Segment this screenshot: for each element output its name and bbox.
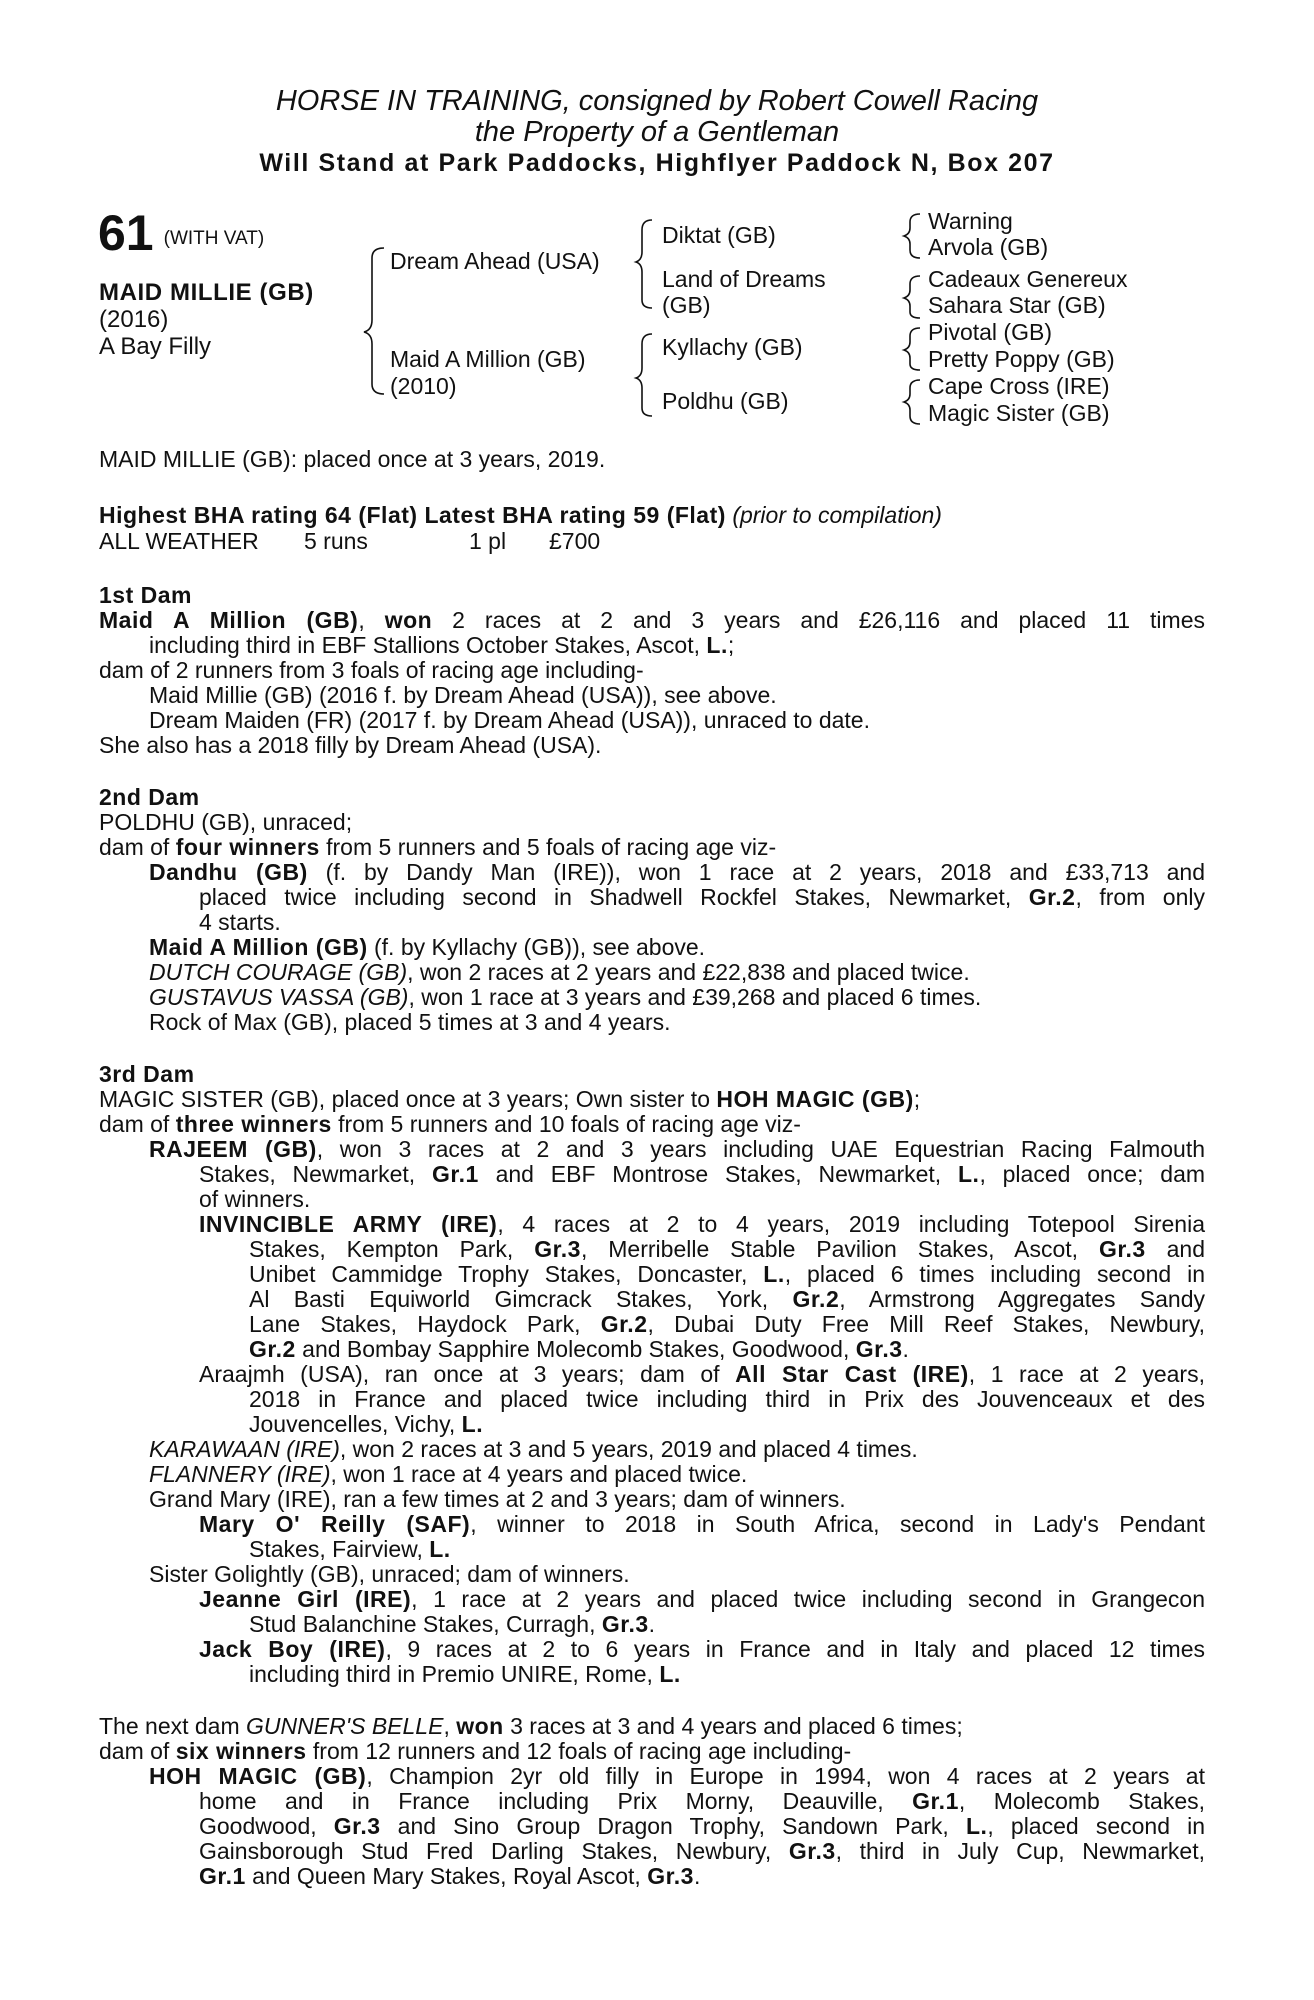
- pedigree-g6: Pretty Poppy (GB): [928, 346, 1115, 372]
- next-dam-line: Goodwood, Gr.3 and Sino Group Dragon Trophy, Sandown Park, L., placed second in: [199, 1813, 1206, 1839]
- third-dam-line: Lane Stakes, Haydock Park, Gr.2, Dubai Duty Free Mill Reef Stakes, Newbury,: [249, 1311, 1205, 1337]
- next-dam-line: Gainsborough Stud Fred Darling Stakes, Newbury, Gr.3, third in July Cup, Newmarket,: [199, 1838, 1205, 1864]
- horse-description: A Bay Filly: [99, 333, 212, 360]
- next-dam-line: Gr.1 and Queen Mary Stakes, Royal Ascot, Gr.3.: [199, 1863, 701, 1889]
- second-dam-line: Dandhu (GB) (f. by Dandy Man (IRE)), won 1 race at 2 years, 2018 and £33,713 and: [149, 859, 1205, 885]
- third-dam-line: Stud Balanchine Stakes, Curragh, Gr.3.: [249, 1611, 656, 1637]
- third-dam-line: Gr.2 and Bombay Sapphire Molecomb Stakes, Goodwood, Gr.3.: [249, 1336, 909, 1362]
- third-dam-line: RAJEEM (GB), won 3 races at 2 and 3 years including UAE Equestrian Racing Falmouth: [149, 1136, 1205, 1162]
- second-dam-line: Maid A Million (GB) (f. by Kyllachy (GB)), see above.: [149, 934, 706, 960]
- first-dam-line: including third in EBF Stallions October Stakes, Ascot, L.;: [149, 632, 735, 658]
- third-dam-line: Araajmh (USA), ran once at 3 years; dam of All Star Cast (IRE), 1 race at 2 years,: [199, 1361, 1205, 1387]
- stabling-location: Will Stand at Park Paddocks, Highflyer Paddock N, Box 207: [259, 149, 1055, 177]
- first-dam-line: She also has a 2018 filly by Dream Ahead (USA).: [99, 732, 602, 758]
- second-dam-line: Rock of Max (GB), placed 5 times at 3 and 4 years.: [149, 1009, 671, 1035]
- third-dam-line: FLANNERY (IRE), won 1 race at 4 years and placed twice.: [149, 1461, 748, 1487]
- rating-note: (prior to compilation): [732, 502, 942, 528]
- third-dam-line: Al Basti Equiworld Gimcrack Stakes, York, Gr.2, Armstrong Aggregates Sandy: [249, 1286, 1206, 1312]
- pedigree-g5: Pivotal (GB): [928, 319, 1052, 345]
- third-dam-heading: 3rd Dam: [99, 1061, 195, 1087]
- lot-number: 61: [98, 205, 154, 261]
- pedigree-dam-year: (2010): [390, 373, 457, 399]
- rating-text: Highest BHA rating 64 (Flat) Latest BHA rating 59 (Flat): [99, 502, 726, 528]
- next-dam-line: dam of six winners from 12 runners and 12 foals of racing age including-: [99, 1738, 852, 1764]
- pedigree-g4: Sahara Star (GB): [928, 292, 1106, 318]
- third-dam-line: Grand Mary (IRE), ran a few times at 2 and 3 years; dam of winners.: [149, 1486, 846, 1512]
- first-dam-line: Maid Millie (GB) (2016 f. by Dream Ahead (USA)), see above.: [149, 682, 777, 708]
- third-dam-line: Unibet Cammidge Trophy Stakes, Doncaster, L., placed 6 times including second in: [249, 1261, 1206, 1287]
- third-dam-line: including third in Premio UNIRE, Rome, L.: [249, 1661, 681, 1687]
- second-dam-line: 4 starts.: [199, 909, 281, 935]
- second-dam-line: placed twice including second in Shadwell Rockfel Stakes, Newmarket, Gr.2, from only: [199, 884, 1205, 910]
- pedigree-g8: Magic Sister (GB): [928, 400, 1110, 426]
- third-dam-line: Sister Golightly (GB), unraced; dam of winners.: [149, 1561, 630, 1587]
- second-dam-line: GUSTAVUS VASSA (GB), won 1 race at 3 years and £39,268 and placed 6 times.: [149, 984, 982, 1010]
- pedigree-brackets: [0, 0, 1314, 440]
- pedigree-g3: Cadeaux Genereux: [928, 266, 1128, 292]
- surface-runs: 5 runs: [304, 528, 368, 554]
- second-dam-heading: 2nd Dam: [99, 784, 200, 810]
- first-dam-line: dam of 2 runners from 3 foals of racing age including-: [99, 657, 644, 683]
- third-dam-line: 2018 in France and placed twice including third in Prix des Jouvenceaux et des: [249, 1386, 1205, 1412]
- third-dam-line: Mary O' Reilly (SAF), winner to 2018 in South Africa, second in Lady's Pendant: [199, 1511, 1205, 1537]
- third-dam-line: MAGIC SISTER (GB), placed once at 3 years; Own sister to HOH MAGIC (GB);: [99, 1086, 921, 1112]
- first-dam-heading: 1st Dam: [99, 582, 192, 608]
- third-dam-line: Jack Boy (IRE), 9 races at 2 to 6 years in France and in Italy and placed 12 times: [199, 1636, 1206, 1662]
- horse-year: (2016): [99, 306, 169, 333]
- pedigree-dam-dam: Poldhu (GB): [662, 388, 789, 414]
- surface-label: ALL WEATHER: [99, 528, 259, 554]
- third-dam-line: KARAWAAN (IRE), won 2 races at 3 and 5 years, 2019 and placed 4 times.: [149, 1436, 918, 1462]
- horse-name: MAID MILLIE (GB): [99, 279, 314, 306]
- third-dam-line: Stakes, Kempton Park, Gr.3, Merribelle Stable Pavilion Stakes, Ascot, Gr.3 and: [249, 1236, 1206, 1262]
- third-dam-line: of winners.: [199, 1186, 311, 1212]
- surface-earnings: £700: [549, 528, 601, 554]
- first-dam-line: Maid A Million (GB), won 2 races at 2 and 3 years and £26,116 and placed 11 times: [99, 607, 1205, 633]
- pedigree-sire-dam: Land of Dreams: [662, 266, 826, 292]
- third-dam-line: Stakes, Newmarket, Gr.1 and EBF Montrose Stakes, Newmarket, L., placed once; dam: [199, 1161, 1206, 1187]
- race-summary: MAID MILLIE (GB): placed once at 3 years, 2019.: [99, 446, 606, 472]
- next-dam-line: home and in France including Prix Morny, Deauville, Gr.1, Molecomb Stakes,: [199, 1788, 1205, 1814]
- third-dam-line: Stakes, Fairview, L.: [249, 1536, 451, 1562]
- surface-record: [99, 528, 601, 554]
- pedigree-sire-sire: Diktat (GB): [662, 222, 776, 248]
- second-dam-line: DUTCH COURAGE (GB), won 2 races at 2 years and £22,838 and placed twice.: [149, 959, 970, 985]
- first-dam-line: Dream Maiden (FR) (2017 f. by Dream Ahead (USA)), unraced to date.: [149, 707, 870, 733]
- third-dam-line: INVINCIBLE ARMY (IRE), 4 races at 2 to 4 years, 2019 including Totepool Sirenia: [199, 1211, 1205, 1237]
- pedigree-sire-dam-origin: (GB): [662, 292, 711, 318]
- catalogue-heading: HORSE IN TRAINING, consigned by Robert Cowell Racing: [275, 85, 1039, 117]
- third-dam-line: Jouvencelles, Vichy, L.: [249, 1411, 484, 1437]
- pedigree-sire: Dream Ahead (USA): [390, 248, 600, 274]
- third-dam-line: dam of three winners from 5 runners and 10 foals of racing age viz-: [99, 1111, 801, 1137]
- rating-line: [99, 503, 942, 528]
- pedigree-dam: Maid A Million (GB): [390, 346, 586, 372]
- second-dam-line: dam of four winners from 5 runners and 5 foals of racing age viz-: [99, 834, 777, 860]
- next-dam-line: HOH MAGIC (GB), Champion 2yr old filly in Europe in 1994, won 4 races at 2 years at: [149, 1763, 1205, 1789]
- surface-placings: 1 pl: [469, 528, 507, 554]
- catalogue-subheading: the Property of a Gentleman: [474, 116, 840, 148]
- pedigree-g1: Warning: [928, 208, 1013, 234]
- next-dam-line: The next dam GUNNER'S BELLE, won 3 races at 3 and 4 years and placed 6 times;: [99, 1713, 963, 1739]
- pedigree-dam-sire: Kyllachy (GB): [662, 334, 803, 360]
- pedigree-g7: Cape Cross (IRE): [928, 373, 1110, 399]
- second-dam-line: POLDHU (GB), unraced;: [99, 809, 353, 835]
- third-dam-line: Jeanne Girl (IRE), 1 race at 2 years and placed twice including second in Grangecon: [199, 1586, 1206, 1612]
- pedigree-g2: Arvola (GB): [928, 234, 1049, 260]
- vat-note: (WITH VAT): [163, 228, 265, 249]
